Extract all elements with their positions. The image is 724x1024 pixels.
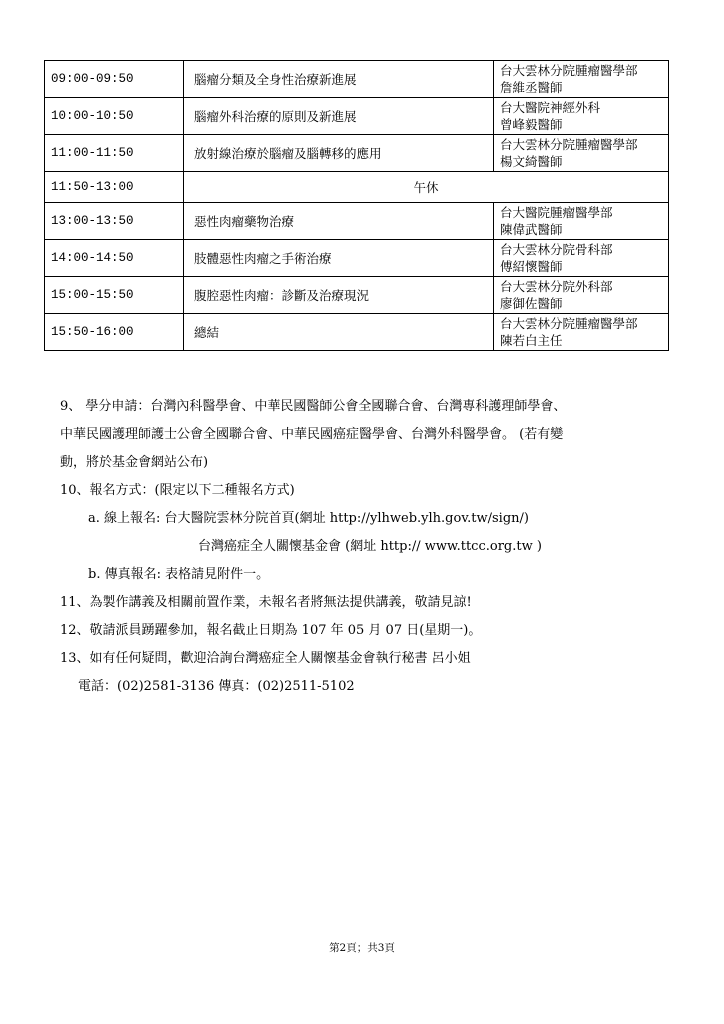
speaker-org: 台大雲林分院腫瘤醫學部	[500, 316, 638, 331]
topic-cell: 放射線治療於腦瘤及腦轉移的應用	[184, 135, 494, 172]
speaker-org: 台大醫院神經外科	[500, 100, 601, 115]
topic-cell: 肢體惡性肉瘤之手術治療	[184, 240, 494, 277]
deadline-line: 12、敬請派員踴躍參加，報名截止日期為 107 年 05 月 07 日(星期一)。	[60, 623, 482, 638]
speaker-cell	[494, 98, 669, 135]
fax-registration: b. 傳真報名: 表格請見附件一。	[88, 567, 270, 582]
speaker-org: 台大雲林分院腫瘤醫學部	[500, 63, 638, 78]
table-row	[45, 277, 669, 314]
time-cell: 13:00-13:50	[45, 203, 184, 240]
table-row-break	[45, 172, 669, 203]
speaker-name: 曾峰毅醫師	[500, 117, 563, 132]
speaker-cell	[494, 277, 669, 314]
time-cell: 15:00-15:50	[45, 277, 184, 314]
speaker-name: 傅紹懷醫師	[500, 259, 563, 274]
lunch-break-cell: 午休	[184, 172, 669, 203]
table-row	[45, 314, 669, 351]
schedule-table	[44, 60, 669, 351]
speaker-name: 陳若白主任	[500, 333, 563, 348]
time-cell: 11:50-13:00	[45, 172, 184, 203]
table-row	[45, 61, 669, 98]
online-registration: a. 線上報名: 台大醫院雲林分院首頁(網址 http://ylhweb.ylh.gov.tw/sign/)	[88, 511, 529, 526]
online-registration-alt: 台灣癌症全人關懷基金會 (網址 http:// www.ttcc.org.tw )	[198, 539, 542, 554]
credit-line: 動，將於基金會網站公布)	[60, 455, 209, 470]
table-row	[45, 135, 669, 172]
topic-cell: 惡性肉瘤藥物治療	[184, 203, 494, 240]
speaker-name: 詹維丞醫師	[500, 80, 563, 95]
speaker-org: 台大雲林分院骨科部	[500, 242, 613, 257]
speaker-org: 台大雲林分院腫瘤醫學部	[500, 137, 638, 152]
speaker-cell	[494, 240, 669, 277]
time-cell: 14:00-14:50	[45, 240, 184, 277]
table-row	[45, 98, 669, 135]
speaker-cell	[494, 203, 669, 240]
notice-body	[60, 393, 680, 701]
contact-line: 13、如有任何疑問，歡迎洽詢台灣癌症全人關懷基金會執行秘書 呂小姐	[60, 651, 471, 666]
topic-cell: 腹腔惡性肉瘤：診斷及治療現況	[184, 277, 494, 314]
credit-line: 中華民國護理師護士公會全國聯合會、中華民國癌症醫學會、台灣外科醫學會。 (若有變	[60, 427, 564, 442]
speaker-org: 台大醫院腫瘤醫學部	[500, 205, 613, 220]
time-cell: 11:00-11:50	[45, 135, 184, 172]
time-cell: 15:50-16:00	[45, 314, 184, 351]
table-row	[45, 203, 669, 240]
page-number: 第2頁；共3頁	[329, 942, 395, 954]
speaker-org: 台大雲林分院外科部	[500, 279, 613, 294]
notice-line: 11、為製作講義及相關前置作業，未報名者將無法提供講義，敬請見諒!	[60, 595, 472, 610]
speaker-name: 陳偉武醫師	[500, 222, 563, 237]
phone-fax-line: 電話：(02)2581-3136 傳真：(02)2511-5102	[78, 679, 355, 694]
speaker-cell	[494, 61, 669, 98]
topic-cell: 腦瘤外科治療的原則及新進展	[184, 98, 494, 135]
speaker-cell	[494, 135, 669, 172]
table-row	[45, 240, 669, 277]
speaker-cell	[494, 314, 669, 351]
speaker-name: 廖御佐醫師	[500, 296, 563, 311]
topic-cell: 總結	[184, 314, 494, 351]
speaker-name: 楊文綺醫師	[500, 154, 563, 169]
time-cell: 10:00-10:50	[45, 98, 184, 135]
registration-title: 10、報名方式：(限定以下二種報名方式)	[60, 483, 295, 498]
topic-cell: 腦瘤分類及全身性治療新進展	[184, 61, 494, 98]
credit-line: 9、 學分申請：台灣內科醫學會、中華民國醫師公會全國聯合會、台灣專科護理師學會、	[60, 399, 567, 414]
time-cell: 09:00-09:50	[45, 61, 184, 98]
